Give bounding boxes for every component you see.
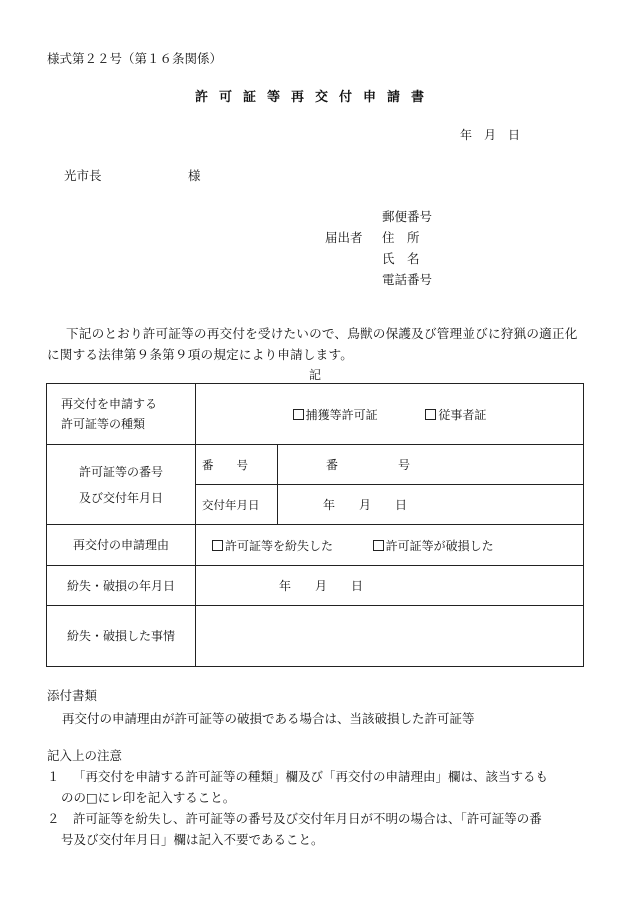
- date-line: 年 月 日: [460, 128, 521, 142]
- note-1-line1: 「再交付を申請する許可証等の種類」欄及び「再交付の申請理由」欄は、該当するも: [73, 769, 549, 784]
- permit-type-label-line1: 再交付を申請する: [61, 397, 158, 411]
- number-value-field[interactable]: 番 号: [278, 445, 584, 485]
- issue-date-value-field[interactable]: 年 月 日: [278, 485, 584, 525]
- permit-number-label: [47, 445, 196, 525]
- permit-number-label-line2: 及び交付年月日: [78, 490, 163, 505]
- checkbox-lost[interactable]: [212, 540, 223, 551]
- notes-title: 記入上の注意: [47, 748, 123, 763]
- ki-heading: 記: [308, 368, 321, 382]
- table-row-loss-date: [47, 566, 584, 606]
- document-title: 許可証等再交付申請書: [194, 90, 435, 105]
- note-item-1: [47, 766, 587, 808]
- table-row-permit-number: [47, 445, 584, 485]
- permit-type-label-line2: 許可証等の種類: [61, 417, 146, 431]
- checkbox-damaged[interactable]: [373, 540, 384, 551]
- capture-permit-label: 捕獲等許可証: [305, 407, 378, 422]
- attachments-title: 添付書類: [47, 688, 98, 703]
- checkbox-capture-permit[interactable]: [293, 409, 304, 420]
- loss-date-label: 紛失・破損の年月日: [47, 566, 196, 606]
- lost-label: 許可証等を紛失した: [225, 538, 334, 553]
- applicant-address-label: 住 所: [382, 230, 420, 245]
- note-1-line2: のの□にレ印を記入すること。: [61, 790, 236, 805]
- table-row-permit-type: [47, 384, 584, 445]
- capture-permit-option[interactable]: [293, 408, 382, 422]
- application-table: [46, 383, 584, 667]
- applicant-name-label: 氏 名: [382, 251, 420, 266]
- issue-date-sublabel: 交付年月日: [196, 485, 278, 525]
- circumstances-field[interactable]: [196, 606, 584, 667]
- form-number: 様式第２２号（第１６条関係）: [47, 51, 223, 66]
- addressee-honorific: 様: [188, 168, 201, 183]
- circumstances-label: 紛失・破損した事情: [47, 606, 196, 667]
- reason-label: 再交付の申請理由: [47, 525, 196, 566]
- note-2-line2: 号及び交付年月日」欄は記入不要であること。: [61, 832, 324, 847]
- permit-type-label: [47, 384, 196, 445]
- applicant-label: 届出者: [325, 230, 363, 245]
- note-2-number: ２: [47, 811, 60, 826]
- note-item-2: [47, 808, 587, 850]
- worker-certificate-option[interactable]: [425, 408, 486, 422]
- addressee-name: 光市長: [64, 168, 102, 183]
- damaged-option[interactable]: [373, 539, 494, 553]
- reason-options: [196, 525, 584, 566]
- worker-certificate-label: 従事者証: [438, 407, 487, 422]
- table-row-circumstances: [47, 606, 584, 667]
- applicant-postal-code-label: 郵便番号: [382, 209, 433, 224]
- permit-type-options: [196, 384, 584, 445]
- applicant-phone-label: 電話番号: [382, 272, 433, 287]
- table-row-reason: [47, 525, 584, 566]
- note-2-line1: 許可証等を紛失し、許可証等の番号及び交付年月日が不明の場合は、「許可証等の番: [73, 811, 542, 826]
- body-paragraph: 下記のとおり許可証等の再交付を受けたいので、鳥獣の保護及び管理並びに狩猟の適正化に関する法律第９条第９項の規定により申請します。: [47, 326, 578, 362]
- permit-number-label-line1: 許可証等の番号: [78, 464, 163, 479]
- note-1-number: １: [47, 769, 60, 784]
- attachments-text: 再交付の申請理由が許可証等の破損である場合は、当該破損した許可証等: [62, 711, 475, 726]
- number-sublabel: 番 号: [196, 445, 278, 485]
- damaged-label: 許可証等が破損した: [385, 538, 494, 553]
- checkbox-worker-certificate[interactable]: [425, 409, 436, 420]
- lost-option[interactable]: [212, 539, 337, 553]
- loss-date-value-field[interactable]: 年 月 日: [196, 566, 584, 606]
